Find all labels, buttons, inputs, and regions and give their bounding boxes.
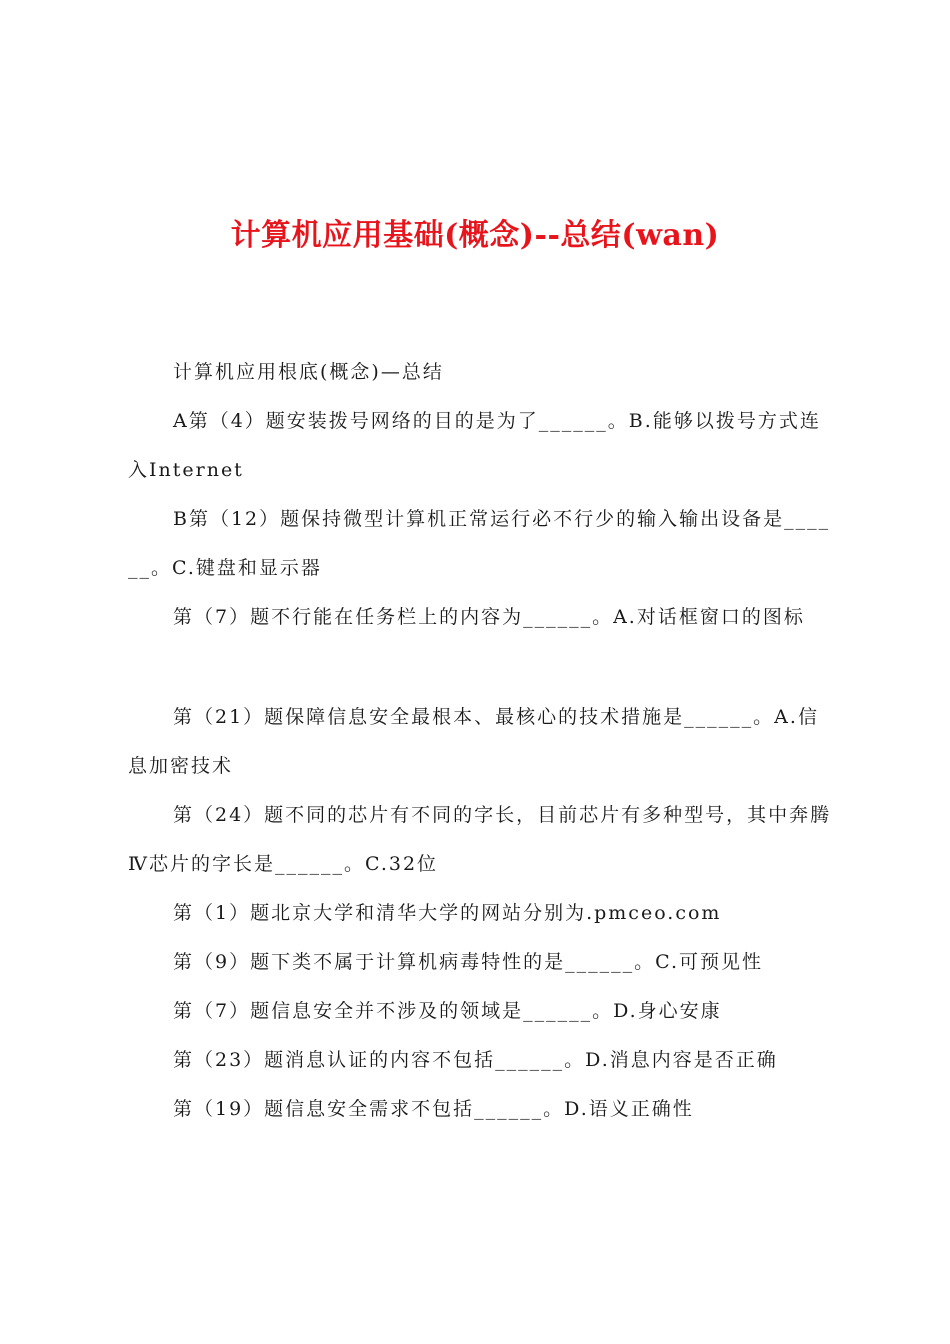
paragraph-question: 第（7）题不行能在任务栏上的内容为______。A.对话框窗口的图标	[173, 606, 805, 628]
paragraph-gap	[128, 642, 834, 693]
paragraph-question: 第（21）题保障信息安全最根本、最核心的技术措施是______。A.信息加密技术	[128, 706, 819, 777]
paragraph-question: 第（7）题信息安全并不涉及的领域是______。D.身心安康	[173, 1000, 722, 1022]
paragraph-question: 第（19）题信息安全需求不包括______。D.语义正确性	[173, 1098, 694, 1120]
paragraph-question: 第（24）题不同的芯片有不同的字长，目前芯片有多种型号，其中奔腾Ⅳ芯片的字长是______。C.32位	[128, 804, 832, 875]
paragraph-heading: 计算机应用根底(概念)—总结	[173, 361, 444, 383]
document-body	[128, 348, 834, 1134]
document-title: 计算机应用基础(概念)--总结(wan)	[230, 218, 720, 253]
paragraph-question: B第（12）题保持微型计算机正常运行必不行少的输入输出设备是______。C.键盘和显示器	[128, 508, 831, 579]
paragraph-question: 第（9）题下类不属于计算机病毒特性的是______。C.可预见性	[173, 951, 763, 973]
paragraph-question: 第（23）题消息认证的内容不包括______。D.消息内容是否正确	[173, 1049, 778, 1071]
paragraph-question: A第（4）题安装拨号网络的目的是为了______。B.能够以拨号方式连入Internet	[128, 410, 821, 481]
paragraph-question: 第（1）题北京大学和清华大学的网站分别为.pmceo.com	[173, 902, 722, 924]
